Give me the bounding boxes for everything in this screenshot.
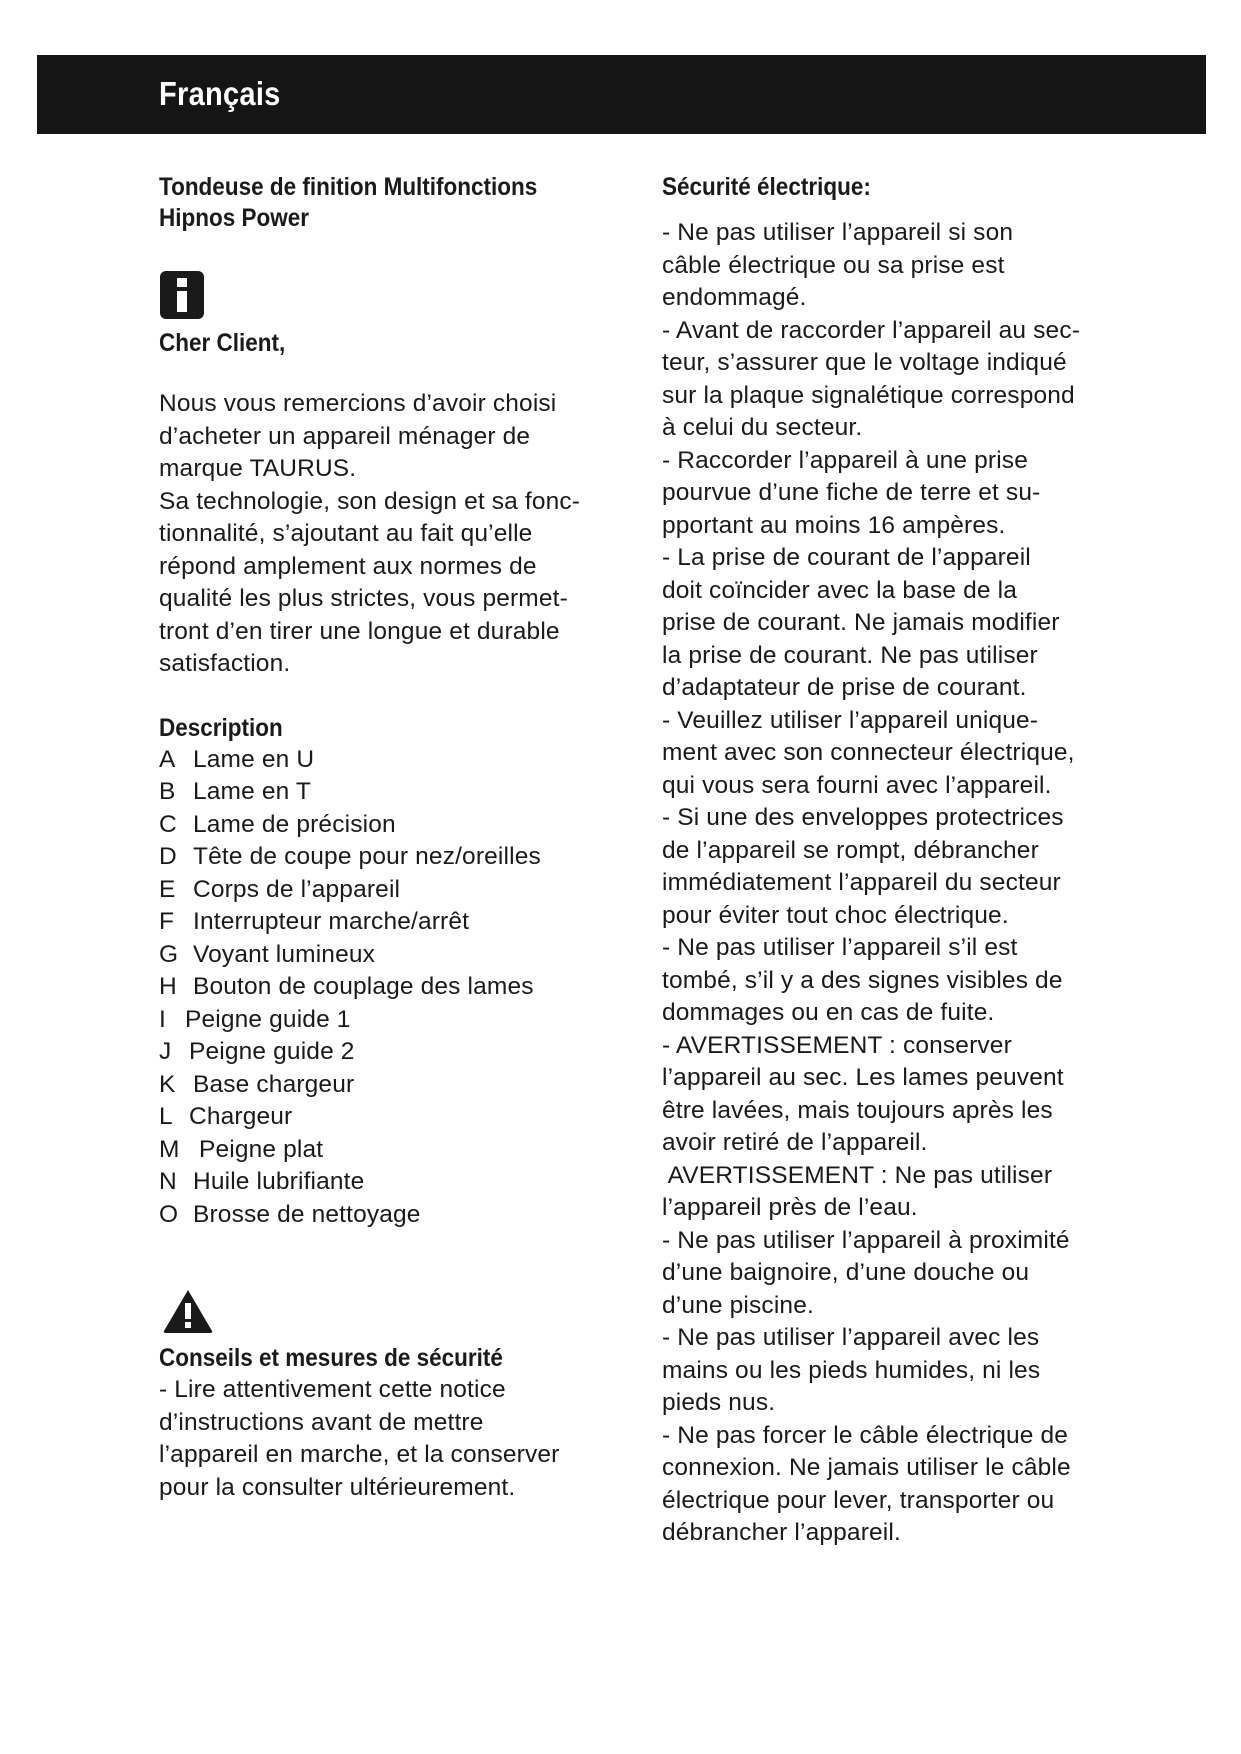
text-line: - La prise de courant de l’appareil [662,544,1031,571]
list-item [159,1069,629,1102]
item-letter: H [159,973,177,1000]
list-item [159,971,629,1004]
product-title-line: Tondeuse de finition Multifonctions [159,173,538,201]
list-item [159,906,629,939]
text-line: satisfaction. [159,650,291,677]
text-line: d’une piscine. [662,1291,814,1319]
electrical-heading: Sécurité électrique: [662,173,871,201]
text-line: teur, s’assurer que le voltage indiqué [662,349,1067,376]
text-line: - Ne pas forcer le câble électrique de [662,1421,1069,1449]
text-line: Nous vous remercions d’avoir choisi [159,390,557,417]
item-letter: I [159,1005,166,1033]
text-line: - Avant de raccorder l’appareil au sec- [662,316,1081,344]
item-label: Lame de précision [193,810,396,838]
item-letter: E [159,875,176,903]
text-line: doit coïncider avec la base de la [662,576,1017,604]
text-line: - Ne pas utiliser l’appareil avec les [662,1324,1040,1351]
info-icon [159,270,205,320]
left-column [159,172,629,1504]
item-letter: G [159,940,179,968]
item-letter: D [159,843,177,870]
text-line: électrique pour lever, transporter ou [662,1486,1055,1514]
list-item [159,1036,629,1069]
text-line: prise de courant. Ne jamais modifier [662,609,1060,636]
text-line: à celui du secteur. [662,414,863,441]
text-line: endommagé. [662,284,807,311]
text-line: Sa technologie, son design et sa fonc- [159,487,581,515]
text-line: - Lire attentivement cette notice [159,1376,506,1403]
safety-heading: Conseils et mesures de sécurité [159,1344,503,1372]
text-line: tionnalité, s’ajoutant au fait qu’elle [159,520,533,547]
text-line: câble électrique ou sa prise est [662,251,1005,279]
text-line: - Ne pas utiliser l’appareil si son [662,219,1014,246]
list-item [159,809,629,842]
text-line: pourvue d’une fiche de terre et su- [662,479,1041,506]
text-line: - Ne pas utiliser l’appareil s’il est [662,934,1018,961]
text-line: d’une baignoire, d’une douche ou [662,1259,1030,1286]
item-label: Lame en U [193,745,315,773]
item-label: Lame en T [193,778,312,805]
intro-paragraph [159,388,629,681]
list-item [159,1004,629,1037]
language-header-bar [37,55,1206,134]
text-line: débrancher l’appareil. [662,1519,901,1546]
list-item [159,939,629,972]
item-label: Interrupteur marche/arrêt [193,908,470,935]
text-line: AVERTISSEMENT : Ne pas utiliser [662,1161,1053,1189]
item-letter: L [159,1103,173,1130]
right-column [662,172,1132,1550]
text-line: de l’appareil se rompt, débrancher [662,836,1039,864]
list-item [159,776,629,809]
text-line: avoir retiré de l’appareil. [662,1129,928,1156]
text-line: d’adaptateur de prise de courant. [662,674,1027,701]
text-line: d’instructions avant de mettre [159,1408,484,1436]
text-line: - AVERTISSEMENT : conserver [662,1031,1012,1059]
item-letter: J [159,1038,172,1065]
item-label: Huile lubrifiante [193,1168,365,1195]
text-line: l’appareil au sec. Les lames peuvent [662,1064,1064,1091]
item-label: Chargeur [189,1103,293,1130]
item-label: Peigne guide 1 [185,1005,351,1033]
text-line: tront d’en tirer une longue et durable [159,617,560,645]
item-letter: A [159,745,176,773]
item-letter: C [159,810,177,838]
text-line: marque TAURUS. [159,455,357,482]
list-item [159,1166,629,1199]
list-item [159,874,629,907]
text-line: qualité les plus strictes, vous permet- [159,585,568,612]
text-line: - Veuillez utiliser l’appareil unique- [662,706,1039,734]
item-label: Voyant lumineux [193,940,376,968]
list-item [159,744,629,777]
item-label: Peigne guide 2 [189,1038,355,1065]
item-letter: M [159,1135,180,1163]
item-label: Bouton de couplage des lames [193,973,534,1000]
text-line: qui vous sera fourni avec l’appareil. [662,771,1052,799]
text-line: la prise de courant. Ne pas utiliser [662,641,1038,669]
text-line: dommages ou en cas de fuite. [662,999,995,1026]
description-heading: Description [159,713,283,742]
text-line: tombé, s’il y a des signes visibles de [662,966,1063,994]
text-line: ment avec son connecteur électrique, [662,739,1075,766]
item-label: Brosse de nettoyage [193,1200,421,1228]
text-line: être lavées, mais toujours après les [662,1096,1053,1124]
text-line: pieds nus. [662,1389,776,1416]
item-letter: O [159,1200,179,1228]
list-item [159,1101,629,1134]
language-title: Français [159,75,281,112]
text-line: pour éviter tout choc électrique. [662,901,1009,929]
text-line: connexion. Ne jamais utiliser le câble [662,1454,1071,1481]
item-label: Base chargeur [193,1070,355,1098]
text-line: - Ne pas utiliser l’appareil à proximité [662,1226,1070,1254]
text-line: répond amplement aux normes de [159,552,537,580]
safety-paragraph [159,1374,629,1504]
item-letter: K [159,1070,176,1098]
item-label: Tête de coupe pour nez/oreilles [193,843,541,870]
text-line: immédiatement l’appareil du secteur [662,869,1061,896]
text-line: pportant au moins 16 ampères. [662,511,1006,539]
list-item [159,841,629,874]
text-line: - Raccorder l’appareil à une prise [662,446,1028,474]
item-letter: B [159,778,176,805]
greeting: Cher Client, [159,329,286,357]
list-item [159,1199,629,1232]
product-title [159,172,629,234]
text-line: d’acheter un appareil ménager de [159,422,531,450]
warning-icon [161,1287,215,1335]
text-line: - Si une des enveloppes protectrices [662,804,1064,831]
text-line: l’appareil en marche, et la conserver [159,1441,560,1468]
text-line: l’appareil près de l’eau. [662,1194,918,1221]
electrical-paragraph [662,217,1132,1550]
item-label: Peigne plat [199,1135,324,1163]
product-title-line: Hipnos Power [159,204,310,232]
description-list [159,744,629,1232]
item-letter: F [159,908,175,935]
list-item [159,1134,629,1167]
text-line: sur la plaque signalétique correspond [662,381,1075,409]
text-line: mains ou les pieds humides, ni les [662,1356,1041,1384]
text-line: pour la consulter ultérieurement. [159,1473,516,1501]
item-label: Corps de l’appareil [193,875,401,903]
item-letter: N [159,1168,177,1195]
